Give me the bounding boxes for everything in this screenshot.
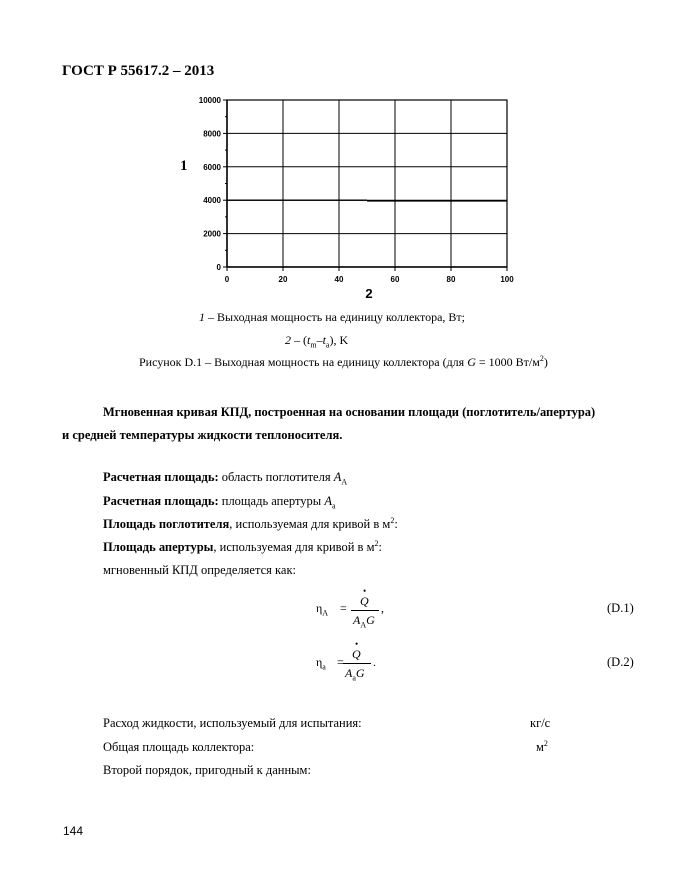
legend-1-number: 1: [199, 310, 205, 324]
x-tick-label: 80: [446, 275, 456, 284]
flow-rate-label: Расход жидкости, используемый для испытания:: [103, 716, 362, 730]
x-tick-label: 20: [278, 275, 288, 284]
collector-area-unit-sup: 2: [543, 738, 548, 748]
chart-svg: [180, 88, 530, 306]
eq2-denominator: [345, 666, 365, 681]
definition-2-label: Расчетная площадь:: [103, 494, 219, 508]
eq2-eta-symbol: η: [316, 655, 323, 669]
efficiency-definition: мгновенный КПД определяется как:: [103, 563, 296, 577]
y-tick-label: 4000: [203, 196, 221, 206]
eq1-den-sub: A: [360, 620, 367, 630]
legend-line-2: [285, 333, 348, 348]
legend-2-ta: –t: [316, 333, 326, 347]
eq2-den-sub: a: [352, 673, 356, 683]
intro-line-1: Мгновенная кривая КПД, построенная на основании площади (поглотитель/апертура): [103, 405, 596, 419]
aperture-area-text: , используемая для кривой в м: [213, 540, 375, 554]
x-tick-label: 60: [390, 275, 400, 284]
intro-line-2: и средней температуры жидкости теплоносителя.: [62, 428, 343, 442]
aperture-area-sup: 2: [374, 538, 379, 548]
legend-line-1: [199, 310, 465, 325]
legend-2-number: 2: [285, 333, 291, 347]
figure-caption-g: G: [467, 355, 476, 369]
second-order-label: Второй порядок, пригодный к данным:: [103, 763, 311, 777]
legend-2-sub-a: a: [325, 340, 330, 350]
y-tick-label: 0: [216, 263, 221, 272]
eq1-tail: ,: [381, 601, 384, 615]
definition-2-text: площадь апертуры: [218, 494, 325, 508]
figure-caption-text: Рисунок D.1 – Выходная мощность на единицу коллектора (для: [139, 355, 468, 369]
collector-area-unit: [536, 740, 548, 755]
flow-rate-unit: кг/с: [530, 716, 551, 730]
legend-2-t: t: [307, 333, 311, 347]
figure-caption-close: ): [543, 355, 548, 369]
eq2-numerator: Q: [352, 647, 361, 661]
figure-caption-sup: 2: [539, 354, 544, 363]
definition-2-symbol: A: [324, 494, 332, 508]
eq2-equals: =: [337, 655, 344, 669]
x-tick-label: 100: [500, 275, 514, 284]
eq2-number: (D.2): [607, 655, 634, 669]
collector-area-label: Общая площадь коллектора:: [103, 740, 255, 754]
x-tick-label: 40: [334, 275, 344, 284]
x-axis-marker: 2: [365, 286, 373, 301]
eq2-den-g: G: [355, 666, 365, 680]
legend-2-open: – (: [291, 333, 307, 347]
absorber-area-sup: 2: [390, 515, 395, 525]
absorber-area-colon: :: [394, 517, 398, 531]
eq1-numerator: Q: [360, 594, 369, 608]
aperture-area-label: Площадь апертуры: [103, 540, 214, 554]
definition-2-sub: a: [331, 501, 336, 511]
legend-2-close: ), K: [329, 333, 349, 347]
legend-2-sub-m: m: [310, 340, 317, 350]
figure-caption-units: = 1000 Вт/м: [475, 355, 540, 369]
eq1-eta: [316, 601, 328, 616]
eq1-eta-sub: A: [322, 608, 329, 618]
eq2-den-a: A: [345, 666, 353, 680]
aperture-area-line: [103, 540, 382, 555]
eq2-dot: •: [355, 639, 359, 649]
definition-1-symbol: A: [333, 470, 342, 484]
y-tick-label: 6000: [203, 162, 221, 172]
y-tick-label: 8000: [203, 129, 221, 139]
eq1-equals: =: [340, 601, 347, 615]
absorber-area-line: [103, 517, 398, 532]
eq1-number: (D.1): [607, 601, 634, 615]
collector-area-unit-text: м: [536, 740, 544, 754]
page-number: 144: [63, 824, 84, 838]
y-tick-label: 2000: [203, 229, 221, 239]
definition-1-sub: A: [341, 477, 348, 487]
definition-aperture-area: [103, 494, 336, 509]
legend-1-text: – Выходная мощность на единицу коллектора, Вт;: [205, 310, 465, 324]
power-chart: [180, 88, 530, 306]
eq1-denominator: [353, 613, 375, 628]
aperture-area-colon: :: [378, 540, 382, 554]
absorber-area-text: , используемая для кривой в м: [229, 517, 391, 531]
figure-caption: [139, 355, 548, 370]
eq2-tail: .: [373, 655, 376, 669]
definition-absorber-area: [103, 470, 347, 485]
eq2-eta-sub: a: [322, 662, 326, 672]
x-tick-label: 0: [224, 275, 230, 284]
plot-frame: [227, 100, 507, 267]
y-axis-marker: 1: [180, 158, 188, 174]
definition-1-label: Расчетная площадь:: [103, 470, 219, 484]
y-tick-label: 10000: [198, 96, 221, 105]
definition-1-text: область поглотителя: [218, 470, 334, 484]
eq1-den-g: G: [366, 613, 375, 627]
eq1-eta-symbol: η: [316, 601, 323, 615]
eq2-eta: [316, 655, 326, 670]
eq1-dot: •: [363, 586, 367, 596]
eq1-fraction-bar: [351, 610, 379, 611]
eq2-fraction-bar: [343, 663, 371, 664]
document-header: ГОСТ Р 55617.2 – 2013: [62, 63, 215, 79]
eq1-den-a: A: [353, 613, 361, 627]
absorber-area-label: Площадь поглотителя: [103, 517, 230, 531]
